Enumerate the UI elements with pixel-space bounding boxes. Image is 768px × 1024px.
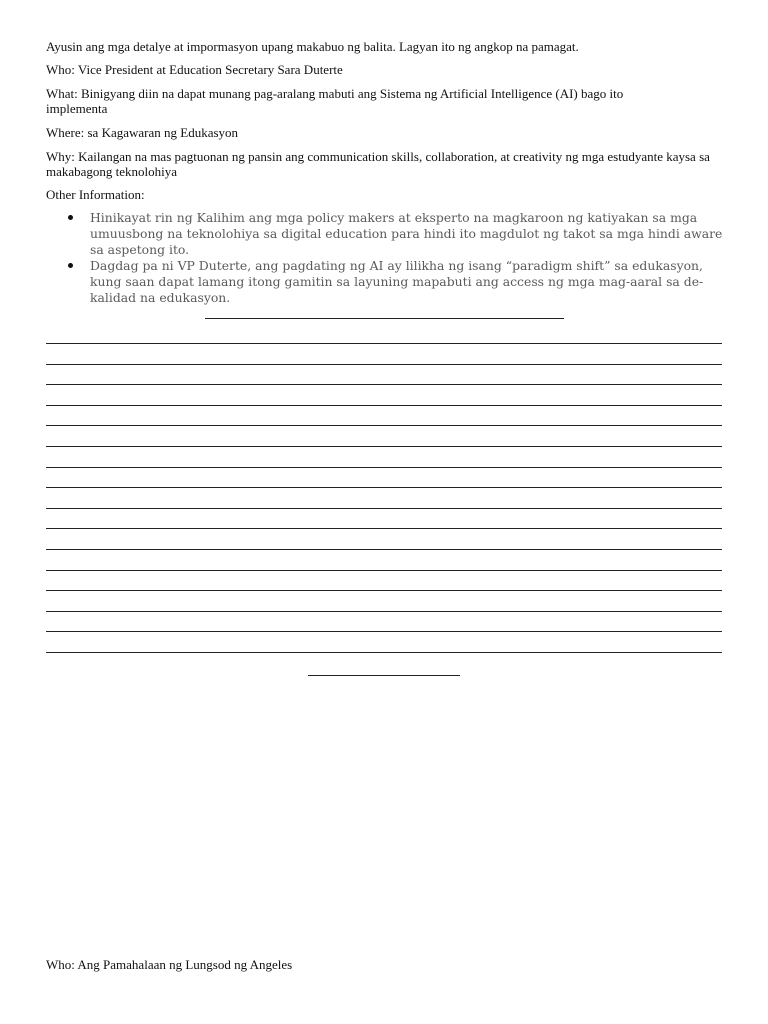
- answer-line: [46, 425, 722, 426]
- instruction-text: Ayusin ang mga detalye at impormasyon upang makabuo ng balita. Lagyan ito ng angkop na pamagat.: [46, 39, 579, 54]
- why-line: Why: Kailangan na mas pagtuonan ng pansin ang communication skills, collaboration, at creativity ng mga estudyante kaysa sa makabagong teknolohiya: [46, 149, 710, 179]
- where-line: Where: sa Kagawaran ng Edukasyon: [46, 125, 239, 140]
- title-blank-line: [205, 318, 564, 319]
- answer-line: [46, 446, 722, 447]
- answer-line: [46, 611, 722, 612]
- answer-line: [46, 384, 722, 385]
- answer-line: [46, 590, 722, 591]
- who-line: Who: Vice President at Education Secretary Sara Duterte: [46, 62, 343, 77]
- answer-line: [46, 364, 722, 365]
- answer-line: [46, 405, 722, 406]
- answer-line: [46, 549, 722, 550]
- answer-line: [46, 528, 722, 529]
- footer-who-line: Who: Ang Pamahalaan ng Lungsod ng Angeles: [46, 957, 293, 972]
- end-blank-line: [308, 675, 460, 676]
- list-item-text: Dagdag pa ni VP Duterte, ang pagdating ng AI ay lilikha ng isang “paradigm shift” sa edukasyon, kung saan dapat lamang itong gamitin sa layuning mapabuti ang access ng mga mag-aaral sa de-kalidad na edukasyon.: [90, 258, 704, 305]
- answer-line: [46, 343, 722, 344]
- bullet-icon: [68, 215, 73, 220]
- list-item: [46, 258, 726, 306]
- other-information-label: Other Information:: [46, 187, 145, 202]
- other-information-list: [46, 210, 726, 306]
- answer-line: [46, 508, 722, 509]
- what-line: What: Binigyang diin na dapat munang pag-aralang mabuti ang Sistema ng Artificial Intelligence (AI) bago ito implementa: [46, 86, 624, 116]
- answer-line: [46, 631, 722, 632]
- list-item: [46, 210, 726, 258]
- list-item-text: Hinikayat rin ng Kalihim ang mga policy makers at eksperto na magkaroon ng katiyakan sa mga umuusbong na teknolohiya sa digital education para hindi ito magdulot ng takot sa mga hindi aware sa aspetong ito.: [90, 210, 723, 257]
- answer-line: [46, 467, 722, 468]
- answer-line: [46, 570, 722, 571]
- bullet-icon: [68, 263, 73, 268]
- answer-line: [46, 652, 722, 653]
- answer-line: [46, 487, 722, 488]
